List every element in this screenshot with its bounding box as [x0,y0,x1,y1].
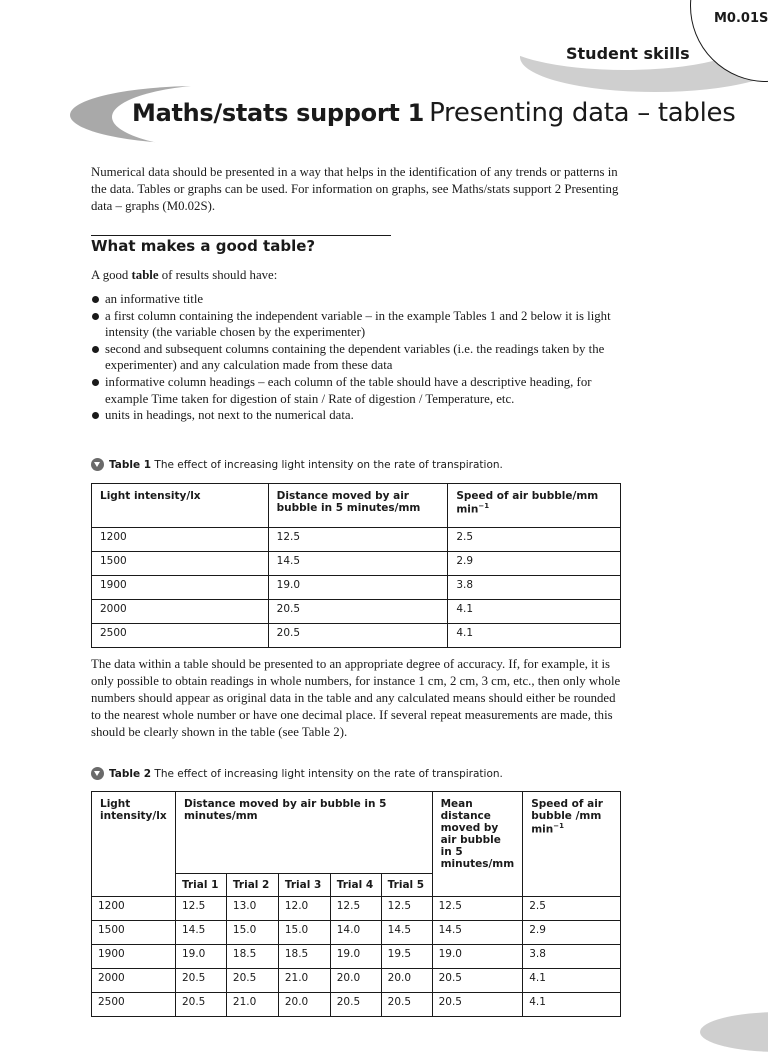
table-row [92,945,621,969]
table-cell: 12.0 [278,897,330,921]
list-item: an informative title [91,291,631,308]
table-cell: 2000 [92,600,269,624]
table-row [92,528,621,552]
table1-caption-text: The effect of increasing light intensity on the rate of transpiration. [151,459,503,471]
table-cell: 19.0 [432,945,523,969]
table2-caption-label: Table 2 [109,768,152,780]
table-cell: 4.1 [523,969,621,993]
document-code: M0.01S [714,11,768,26]
lead-text-bold: table [131,268,159,282]
column-header-distance: Distance moved by air bubble in 5 minutes/mm [268,484,448,528]
table-cell: 14.5 [268,552,448,576]
good-table-lead [91,267,623,284]
table-row [92,969,621,993]
table-cell: 2000 [92,969,176,993]
section-label: Student skills [566,44,690,63]
table-cell: 20.5 [175,969,226,993]
table-cell: 3.8 [523,945,621,969]
list-item: units in headings, not next to the numerical data. [91,407,631,424]
table-cell: 12.5 [432,897,523,921]
table-cell: 19.5 [381,945,432,969]
page-title-light: Presenting data – tables [429,98,736,128]
table-cell: 2.9 [448,552,621,576]
table-cell: 2500 [92,624,269,648]
table-cell: 20.5 [175,993,226,1017]
heading-rule [91,235,391,236]
table-cell: 14.5 [432,921,523,945]
table2-caption [91,767,503,780]
table-cell: 15.0 [226,921,278,945]
table1 [91,483,621,648]
table-cell: 1900 [92,576,269,600]
table-cell: 2.5 [523,897,621,921]
table-row [92,921,621,945]
table-cell: 1500 [92,552,269,576]
speed-header-superscript: −1 [553,822,564,830]
lead-text-end: of results should have: [158,268,278,282]
page-title [132,98,735,128]
table-cell: 19.0 [330,945,381,969]
column-header-trial-3: Trial 3 [278,874,330,897]
table-cell: 20.5 [268,624,448,648]
lead-text-start: A good [91,268,132,282]
table-cell: 1900 [92,945,176,969]
column-header-trial-5: Trial 5 [381,874,432,897]
column-header-speed [448,484,621,528]
table-cell: 18.5 [226,945,278,969]
table-cell: 12.5 [268,528,448,552]
table-cell: 14.5 [175,921,226,945]
column-header-speed [523,792,621,897]
table-cell: 20.5 [381,993,432,1017]
column-header-trial-2: Trial 2 [226,874,278,897]
list-item: informative column headings – each column of the table should have a descriptive heading, for example Time taken for digestion of stain / Rate of digestion / Temperature, etc. [91,374,631,407]
table-cell: 20.0 [381,969,432,993]
table-cell: 4.1 [448,600,621,624]
table-cell: 1500 [92,921,176,945]
table-cell: 12.5 [175,897,226,921]
list-item: a first column containing the independent variable – in the example Tables 1 and 2 below it is light intensity (the variable chosen by the experimenter) [91,308,631,341]
accuracy-paragraph: The data within a table should be presented to an appropriate degree of accuracy. If, for example, it is only possible to obtain readings in whole numbers, for instance 1 cm, 2 cm, 3 cm, etc., then only whole numbers should appear as original data in the table and any calculated means should either be rounded to the nearest whole number or have one decimal place. If several repeat measurements are made, this should be clearly shown in the table (see Table 2). [91,657,621,739]
table-cell: 14.0 [330,921,381,945]
list-item: second and subsequent columns containing the dependent variables (i.e. the readings taken by the experimenter) and any calculation made from these data [91,341,631,374]
column-header-light-intensity: Light intensity/lx [92,792,176,897]
table-cell: 19.0 [175,945,226,969]
table-cell: 20.5 [226,969,278,993]
table2 [91,791,621,1017]
table-cell: 20.5 [268,600,448,624]
column-header-light-intensity: Light intensity/lx [92,484,269,528]
column-header-mean: Mean distance moved by air bubble in 5 minutes/mm [432,792,523,897]
column-header-trial-4: Trial 4 [330,874,381,897]
table-cell: 2.5 [448,528,621,552]
table-cell: 20.5 [432,993,523,1017]
table-cell: 20.5 [432,969,523,993]
column-header-trial-1: Trial 1 [175,874,226,897]
table-cell: 15.0 [278,921,330,945]
table-row [92,993,621,1017]
table-header-row [92,484,621,528]
speed-header-text: Speed of air bubble/mm min [456,490,599,516]
table-header-row [92,792,621,874]
table1-caption [91,458,503,471]
table-cell: 21.0 [226,993,278,1017]
intro-paragraph: Numerical data should be presented in a way that helps in the identification of any trends or patterns in the data. Tables or graphs can be used. For information on graphs, see Maths/stats support 2 Presenting data – graphs (M0.02S). [91,165,619,213]
table-cell: 3.8 [448,576,621,600]
table-cell: 20.0 [278,993,330,1017]
table-cell: 21.0 [278,969,330,993]
table-cell: 2.9 [523,921,621,945]
caption-arrow-icon [91,767,104,780]
table-row [92,552,621,576]
table-row [92,897,621,921]
footer-swoosh-decoration [700,1012,768,1052]
table-cell: 19.0 [268,576,448,600]
table-cell: 4.1 [448,624,621,648]
column-header-distance: Distance moved by air bubble in 5 minutes/mm [175,792,432,874]
table-cell: 20.0 [330,969,381,993]
table-row [92,624,621,648]
table-cell: 1200 [92,528,269,552]
table-cell: 13.0 [226,897,278,921]
speed-header-superscript: −1 [478,502,490,510]
table-cell: 18.5 [278,945,330,969]
page-title-bold: Maths/stats support 1 [132,99,425,127]
table-cell: 20.5 [330,993,381,1017]
table-row [92,600,621,624]
table-cell: 4.1 [523,993,621,1017]
caption-arrow-icon [91,458,104,471]
table-cell: 1200 [92,897,176,921]
table-cell: 12.5 [330,897,381,921]
table2-caption-text: The effect of increasing light intensity on the rate of transpiration. [151,768,503,780]
section-heading: What makes a good table? [91,237,316,255]
table1-caption-label: Table 1 [109,459,152,471]
table-row [92,576,621,600]
speed-header-text: Speed of air bubble /mm min [531,798,603,836]
table-cell: 2500 [92,993,176,1017]
table-cell: 12.5 [381,897,432,921]
good-table-bullet-list [91,291,631,424]
table-cell: 14.5 [381,921,432,945]
